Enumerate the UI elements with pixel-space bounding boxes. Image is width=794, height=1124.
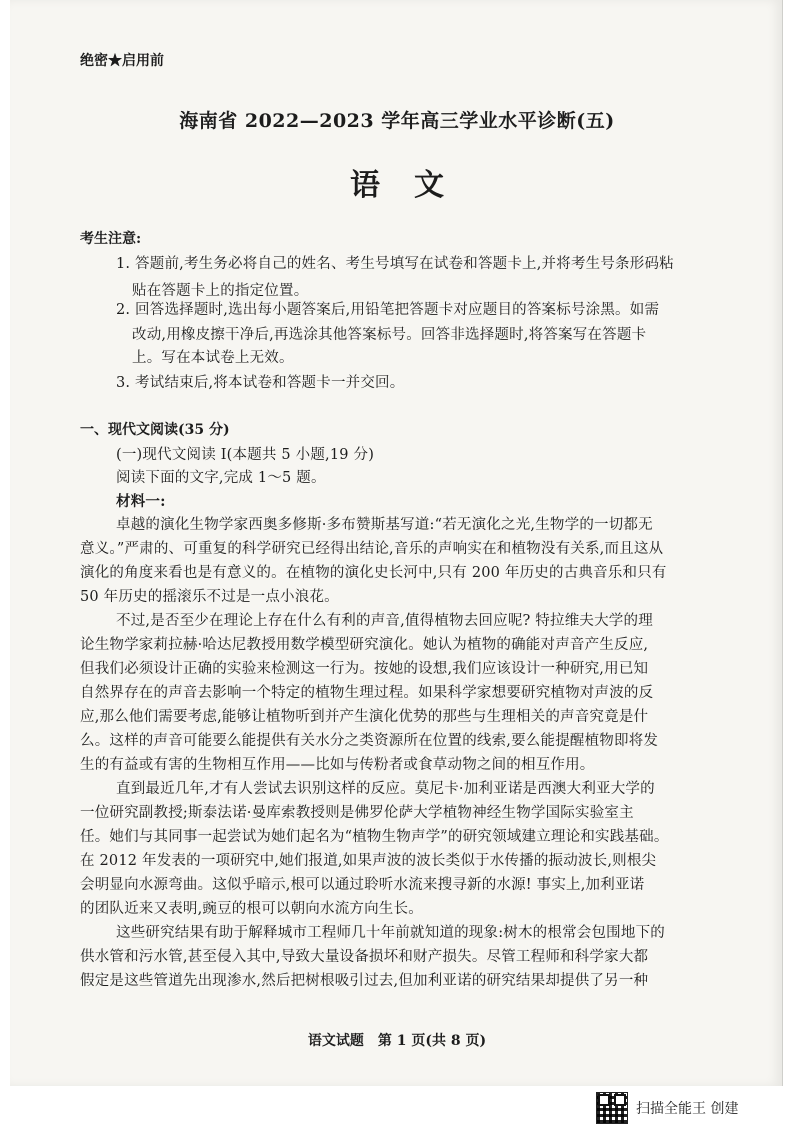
subject-title: 语文 xyxy=(350,168,478,203)
exam-title: 海南省 2022—2023 学年高三学业水平诊断(五) xyxy=(179,110,615,132)
passage-line: 但我们必须设计正确的实验来检测这一行为。按她的设想,我们应该设计一种研究,用已知 xyxy=(80,661,649,677)
confidential-label: 绝密★启用前 xyxy=(80,53,164,69)
notice-line: 贴在答题卡上的指定位置。 xyxy=(132,283,309,299)
reading-instruction: 阅读下面的文字,完成 1～5 题。 xyxy=(116,470,326,486)
passage-line: 论生物学家莉拉赫·哈达尼教授用数学模型研究演化。她认为植物的确能对声音产生反应, xyxy=(80,637,649,653)
passage-line: 任。她们与其同事一起尝试为她们起名为“植物生物声学”的研究领域建立理论和实践基础。 xyxy=(80,829,669,845)
notice-line: 改动,用橡皮擦干净后,再选涂其他答案标号。回答非选择题时,将答案写在答题卡 xyxy=(132,327,647,343)
passage-line: 生的有益或有害的生物相互作用——比如与传粉者或食草动物之间的相互作用。 xyxy=(80,757,595,773)
passage-line: 演化的角度来看也是有意义的。在植物的演化史长河中,只有 200 年历史的古典音乐和只有 xyxy=(80,565,667,581)
page-footer: 语文试题 第 1 页(共 8 页) xyxy=(307,1033,487,1049)
passage-line: 意义。”严肃的、可重复的科学研究已经得出结论,音乐的声响实在和植物没有关系,而且这从 xyxy=(80,541,664,557)
notice-heading: 考生注意: xyxy=(80,231,142,247)
passage-line: 的团队近来又表明,豌豆的根可以朝向水流方向生长。 xyxy=(80,901,423,917)
passage-line: 假定是这些管道先出现渗水,然后把树根吸引过去,但加利亚诺的研究结果却提供了另一种 xyxy=(80,973,649,989)
passage-line: 应,那么他们需要考虑,能够让植物听到并产生演化优势的那些与生理相关的声音究竟是什 xyxy=(80,709,649,725)
scanner-text: 扫描全能王 创建 xyxy=(636,1101,739,1117)
passage-line: 50 年历史的摇滚乐不过是一点小浪花。 xyxy=(80,589,339,605)
sub-section-heading: (一)现代文阅读 I(本题共 5 小题,19 分) xyxy=(116,447,375,463)
section-heading: 一、现代文阅读(35 分) xyxy=(80,422,230,438)
passage-line: 卓越的演化生物学家西奥多修斯·多布赞斯基写道:“若无演化之光,生物学的一切都无 xyxy=(116,517,653,533)
notice-line: 1. 答题前,考生务必将自己的姓名、考生号填写在试卷和答题卡上,并将考生号条形码粘 xyxy=(116,256,674,272)
notice-line: 3. 考试结束后,将本试卷和答题卡一并交回。 xyxy=(116,375,405,391)
passage-line: 自然界存在的声音去影响一个特定的植物生理过程。如果科学家想要研究植物对声波的反 xyxy=(80,685,654,701)
scanner-watermark xyxy=(596,1092,738,1124)
passage-line: 不过,是否至少在理论上存在什么有利的声音,值得植物去回应呢? 特拉维夫大学的理 xyxy=(116,613,653,629)
passage-line: 在 2012 年发表的一项研究中,她们报道,如果声波的波长类似于水传播的振动波长,则根尖 xyxy=(80,853,657,869)
notice-line: 2. 回答选择题时,选出每小题答案后,用铅笔把答题卡对应题目的答案标号涂黑。如需 xyxy=(116,302,660,318)
passage-line: 会明显向水源弯曲。这似乎暗示,根可以通过聆听水流来搜寻新的水源! 事实上,加利亚诺 xyxy=(80,877,645,893)
passage-line: 么。这样的声音可能要么能提供有关水分之类资源所在位置的线索,要么能提醒植物即将发 xyxy=(80,733,659,749)
passage-line: 这些研究结果有助于解释城市工程师几十年前就知道的现象:树木的根常会包围地下的 xyxy=(116,925,665,941)
passage-line: 一位研究副教授;斯泰法诺·曼库索教授则是佛罗伦萨大学植物神经生物学国际实验室主 xyxy=(80,805,634,821)
passage-line: 供水管和污水管,甚至侵入其中,导致大量设备损坏和财产损失。尽管工程师和科学家大都 xyxy=(80,949,649,965)
qr-code-icon xyxy=(596,1092,628,1124)
material-label: 材料一: xyxy=(116,493,166,510)
notice-line: 上。写在本试卷上无效。 xyxy=(132,350,294,366)
passage-line: 直到最近几年,才有人尝试去识别这样的反应。莫尼卡·加利亚诺是西澳大利亚大学的 xyxy=(116,781,655,797)
